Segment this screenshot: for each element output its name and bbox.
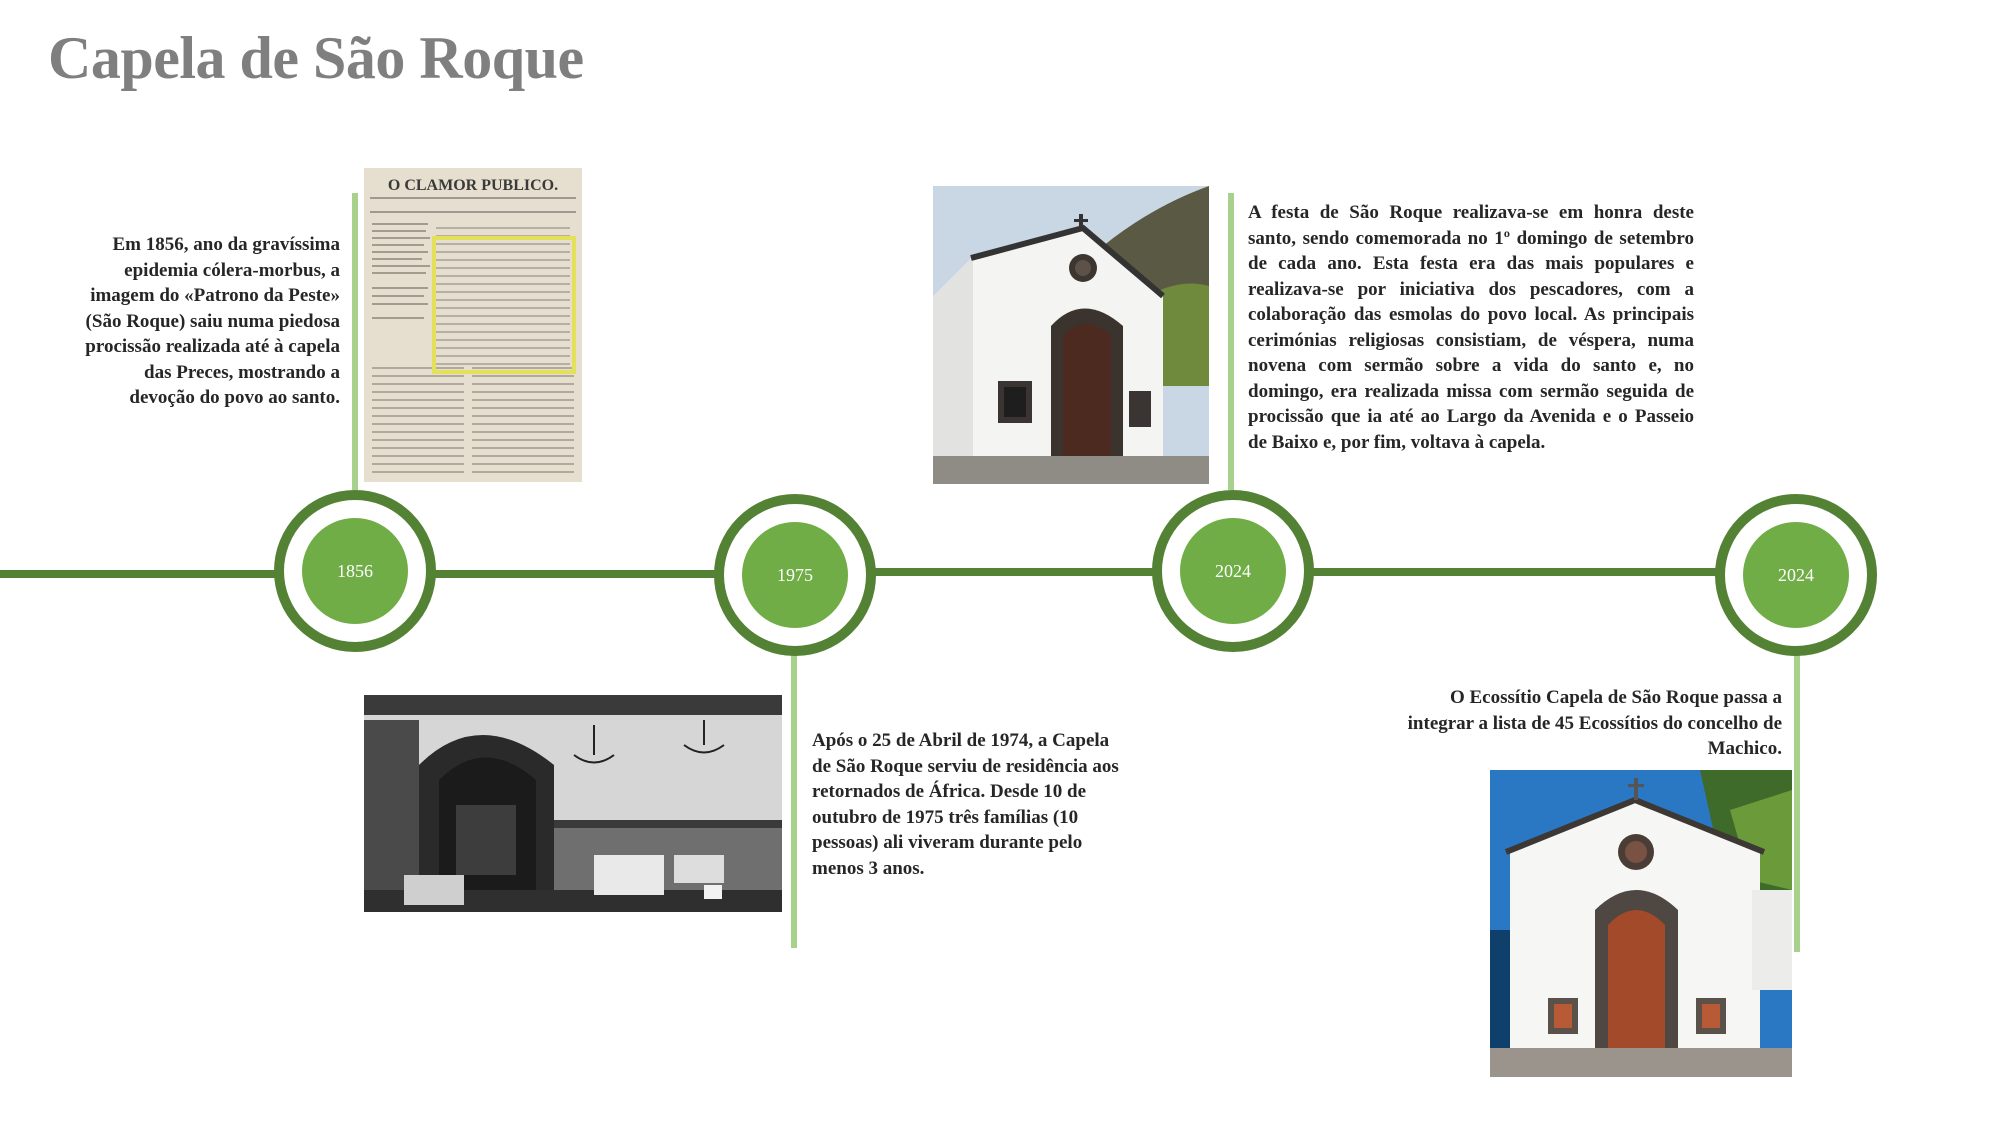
connector-bar: [1228, 193, 1234, 490]
year-label: 2024: [1743, 522, 1849, 628]
chapel-photo-side: [933, 186, 1209, 484]
milestone-marker-1856: [274, 490, 436, 652]
year-label: 1856: [302, 518, 408, 624]
page-title: Capela de São Roque: [48, 25, 584, 91]
connector-bar: [352, 193, 358, 490]
milestone-marker-2024-festa: [1152, 490, 1314, 652]
connector-bar: [1794, 652, 1800, 952]
timeline-line: [0, 570, 280, 578]
milestone-text-2024-ecossitio: O Ecossítio Capela de São Roque passa a integrar a lista de 45 Ecossítios do concelho de Machico.: [1407, 687, 1782, 759]
connector-bar: [791, 648, 797, 948]
year-label: 2024: [1180, 518, 1286, 624]
milestone-marker-2024-ecossitio: [1715, 494, 1877, 656]
timeline-line: [868, 568, 1158, 576]
milestone-text-1975: Após o 25 de Abril de 1974, a Capela de São Roque serviu de residência aos retornados de África. Desde 10 de outubro de 1975 três famílias (10 pessoas) ali viveram durante pelo menos 3 anos.: [812, 730, 1119, 879]
chapel-photo-front: [1490, 770, 1792, 1077]
milestone-text-1856: Em 1856, ano da gravíssima epidemia cólera-morbus, a imagem do «Patrono da Peste» (São Roque) saiu numa piedosa procissão realizada até à capela das Preces, mostrando a devoção do povo ao santo.: [85, 234, 340, 408]
newspaper-image: [364, 168, 582, 482]
chapel-interior-photo: [364, 695, 782, 912]
newspaper-masthead: O CLAMOR PUBLICO.: [387, 177, 559, 194]
timeline-line: [430, 570, 720, 578]
year-label: 1975: [742, 522, 848, 628]
milestone-marker-1975: [714, 494, 876, 656]
timeline-line: [1308, 568, 1724, 576]
milestone-text-2024-festa: A festa de São Roque realizava-se em honra deste santo, sendo comemorada no 1º domingo de setembro de cada ano. Esta festa era das mais populares e realizava-se por iniciativa dos pescadores, com a colaboração das esmolas do povo local. As principais cerimónias religiosas consistiam, de véspera, numa novena com sermão sobre a vida do santo e, no domingo, era realizada missa com sermão seguida de procissão que ia até ao Largo da Avenida e o Passeio de Baixo e, por fim, voltava à capela.: [1248, 202, 1694, 453]
